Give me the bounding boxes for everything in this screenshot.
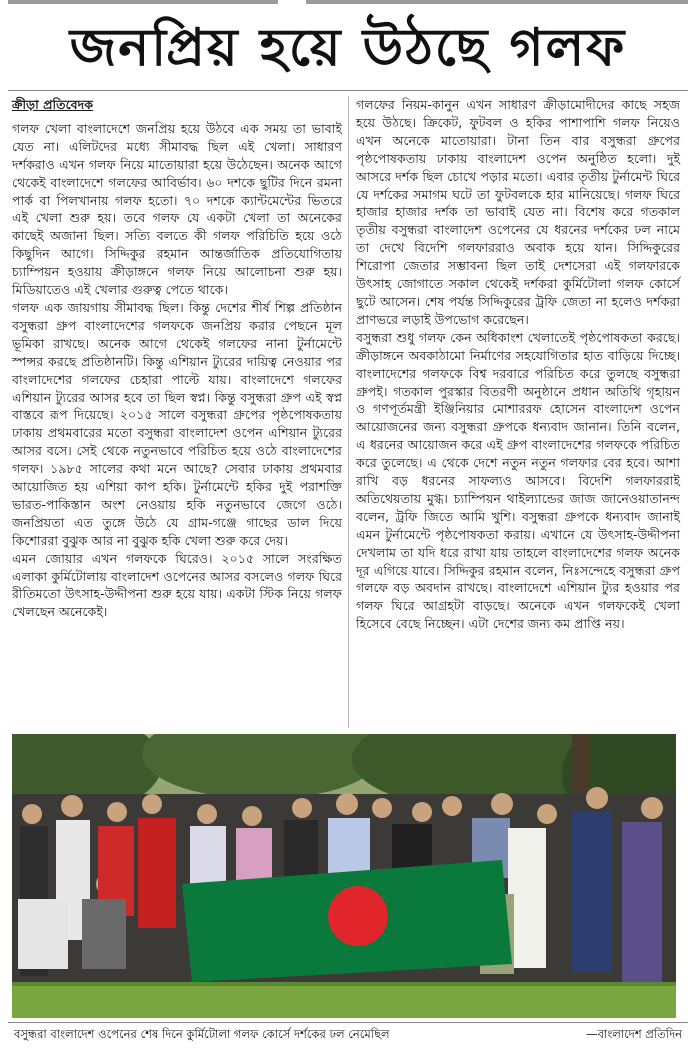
right-paragraph-2: বসুন্ধরা শুধু গলফ কেন অধিকাংশ খেলাতেই পৃষ্ঠপোষকতা করছে। ক্রীড়াঙ্গনে অবকাঠামো নির্মাণের সহযোগিতার হাত বাড়িয়ে দিচ্ছে। বাংলাদেশের গলফকে বিশ্ব দরবারে পরিচিত করে তুলছে বসুন্ধরা গ্রুপই। গতকাল পুরস্কার বিতরণী অনুষ্ঠানে প্রধান অতিথি গৃহায়ন ও গণপূর্তমন্ত্রী ইঞ্জিনিয়ার মোশাররফ হোসেন বাংলাদেশ ওপেন আয়োজনের জন্য বসুন্ধরা গ্রুপকে ধন্যবাদ জানান। তিনি বলেন, এ ধরনের আয়োজন করে এই গ্রুপ বাংলাদেশের গলফকে পরিচিত করে তুলেছে। এ থেকে দেশে নতুন নতুন গলফার বের হবে। আশা রাখি বড় ধরনের সাফল্যও আসবে। বিদেশি গলফাররাই অতিথেয়তায় মুগ্ধ। চ্যাম্পিয়ন থাইল্যান্ডের জাজ জানেওয়াতানন্দ বলেন, ট্রফি জিতে আমি খুশি। বসুন্ধরা গ্রুপকে ধন্যবাদ জানাই এমন টুর্নামেন্টে পৃষ্ঠপোষকতা করায়। এখানে যে উৎসাহ-উদ্দীপনা দেখলাম তা যদি ধরে রাখা যায় তাহলে বাংলাদেশের গলফ অনেক দূর এগিয়ে যাবে। সিদ্দিকুর রহমান বলেন, নিঃসন্দেহে বসুন্ধরা গ্রুপ গলফে বড় অবদান রাখছে। বাংলাদেশে এশিয়ান ট্যুর হওয়ার পর গলফ ঘিরে আগ্রহটা বাড়ছে। অনেকে এখন গলফকেই খেলা হিসেবে বেছে নিচ্ছেন। এটা দেশের জন্য কম প্রাপ্তি নয়। — [356, 329, 680, 632]
left-paragraph-2: গলফ এক জায়গায় সীমাবদ্ধ ছিল। কিন্তু দেশের শীর্ষ শিল্প প্রতিষ্ঠান বসুন্ধরা গ্রুপ বাংলাদেশের গলফকে জনপ্রিয় করার পেছনে মূল ভূমিকা রাখছে। অনেক আগে থেকেই গলফের নানা টুর্নামেন্টে স্পন্সর করছে প্রতিষ্ঠানটি। কিন্তু এশিয়ান ট্যুরের দায়িত্ব নেওয়ার পর বাংলাদেশের গলফের চেহারা পাল্টে যায়। বাংলাদেশে গলফের এশিয়ান ট্যুরের আসর হবে তা ছিল স্বপ্ন। কিন্তু বসুন্ধরা গ্রুপ এই স্বপ্ন বাস্তবে রূপ দিয়েছে। ২০১৫ সালে বসুন্ধরা গ্রুপের পৃষ্ঠপোষকতায় ঢাকায় প্রথমবারের মতো বসুন্ধরা বাংলাদেশ ওপেন এশিয়ান ট্যুরের আসর বসে। সেই থেকে নতুনভাবে পরিচিত হয়ে ওঠে বাংলাদেশের গলফ। ১৯৮৫ সালের কথা মনে আছে? সেবার ঢাকায় প্রথমবার আয়োজিত হয় এশিয়া কাপ হকি। টুর্নামেন্টে হকির দুই পরাশক্তি ভারত-পাকিস্তান অংশ নেওয়ায় হকি নতুনভাবে জেগে ওঠে। জনপ্রিয়তা এত তুঙ্গে উঠে যে গ্রাম-গঞ্জে গাছের ডাল দিয়ে কিশোররা বুঝুক আর না বুঝুক হকি খেলা শুরু করে দেয়। — [12, 299, 342, 548]
right-paragraph-1: গলফের নিয়ম-কানুন এখন সাধারণ ক্রীড়ামোদীদের কাছে সহজ হয়ে উঠছে। ক্রিকেট, ফুটবল ও হকির পাশাপাশি গলফ নিয়েও এখন অনেকে মাতোয়ারা। টানা তিন বার বসুন্ধরা গ্রুপের পৃষ্ঠপোষকতায় ঢাকায় বাংলাদেশ ওপেন অনুষ্ঠিত হলো। দুই আসরে দর্শক ছিল চোখে পড়ার মতো। এবার তৃতীয় টুর্নামেন্ট ঘিরে যে দর্শকের সমাগম ঘটে তা ফুটবলকে হার মানিয়েছে। গলফ ঘিরে হাজার হাজার দর্শক তা ভাবাই যেত না। বিশেষ করে গতকাল তৃতীয় বসুন্ধরা বাংলাদেশ ওপেনের যে ধরনের দর্শকের ঢল নামে তা দেখে বিদেশি গলফাররাও অবাক হয়ে যান। সিদ্দিকুরের শিরোপা জেতার সম্ভাবনা ছিল তাই দেশসেরা এই গলফারকে উৎসাহ জোগাতে সকাল থেকেই দর্শকরা কুর্মিটোলা গলফ কোর্সে ছুটে আসেন। শেষ পর্যন্ত সিদ্দিকুরের ট্রফি জেতা না হলেও দর্শকরা প্রাণভরে লড়াই উপভোগ করেছেন। — [356, 97, 680, 327]
news-photo — [12, 734, 676, 1018]
photo-credit: —বাংলাদেশ প্রতিদিন — [586, 1027, 682, 1041]
byline: ক্রীড়া প্রতিবেদক — [12, 97, 94, 112]
left-column — [12, 96, 342, 621]
headline-rule — [8, 90, 688, 91]
photo-caption: বসুন্ধরা বাংলাদেশ ওপেনের শেষ দিনে কুর্মিটোলা গলফ কোর্সে দর্শকের ঢল নেমেছিল — [14, 1027, 390, 1041]
top-rule-right — [306, 0, 688, 4]
column-divider — [348, 96, 349, 728]
crowd-with-flag-photo — [12, 734, 676, 1018]
top-rule-left — [8, 0, 278, 4]
left-paragraph-3: এমন জোয়ার এখন গলফকে ঘিরেও। ২০১৫ সালে সংরক্ষিত এলাকা কুর্মিটোলায় বাংলাদেশ ওপেনের আসর বসলেও গলফ ঘিরে রীতিমতো উৎসাহ-উদ্দীপনা শুরু হয়ে যায়। একটা স্টিক নিয়ে গলফ খেলছেন অনেকেই। — [12, 550, 342, 620]
left-paragraph-1: গলফ খেলা বাংলাদেশে জনপ্রিয় হয়ে উঠবে এক সময় তা ভাবাই যেত না। এলিটদের মধ্যে সীমাবদ্ধ ছিল এই খেলা। সাধারণ দর্শকরাও এখন গলফ নিয়ে মাতোয়ারা হয়ে উঠেছেন। অনেক আগে থেকেই বাংলাদেশে গলফের আবির্ভাব। ৬০ দশকে ছুটির দিনে রমনা পার্ক বা পিলখানায় গলফ হতো। ৭০ দশকে ক্যান্টমেন্টের ভিতরে এই খেলা শুরু হয়। তবে গলফ যে একটা খেলা তা অনেকের কাছেই অজানা ছিল। সত্যি বলতে কী গলফ পরিচিতি হয়ে ওঠে কিছুদিন আগে। সিদ্দিকুর রহমান আন্তর্জাতিক প্রতিযোগিতায় চ্যাম্পিয়ন হওয়ায় ক্রীড়াঙ্গনে গলফ নিয়ে আলোচনা শুরু হয়। মিডিয়াতেও এই খেলার গুরুত্ব পেতে থাকে। — [12, 120, 342, 298]
right-column — [356, 96, 680, 633]
caption-rule — [8, 1022, 688, 1023]
headline: জনপ্রিয় হয়ে উঠছে গলফ — [69, 18, 627, 78]
